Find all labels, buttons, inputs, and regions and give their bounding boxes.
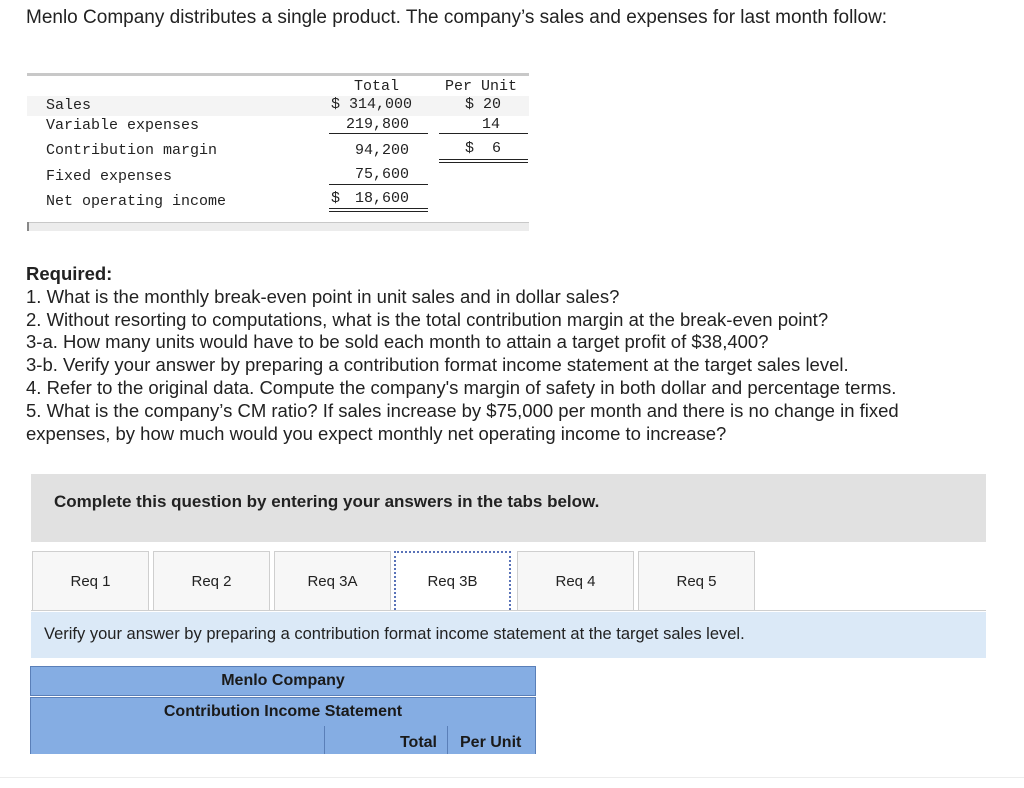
required-item-3b: 3-b. Verify your answer by preparing a contribution format income statement at the target sales level. — [26, 354, 849, 376]
required-item-1: 1. What is the monthly break-even point in unit sales and in dollar sales? — [26, 285, 620, 307]
required-title: Required: — [26, 263, 113, 284]
tab-req-2[interactable]: Req 2 — [153, 551, 270, 610]
contribution-margin-total: 94,200 — [355, 142, 410, 159]
statement-col-total: Total — [324, 726, 448, 754]
col-header-per-unit: Per Unit — [445, 78, 518, 95]
tab-req-4[interactable]: Req 4 — [517, 551, 634, 610]
row-label-variable-expenses: Variable expenses — [46, 117, 200, 134]
required-item-3a: 3-a. How many units would have to be sold each month to attain a target profit of $38,400? — [26, 331, 769, 353]
row-label-fixed-expenses: Fixed expenses — [46, 168, 173, 185]
row-label-net-operating-income: Net operating income — [46, 193, 227, 210]
contribution-margin-per-unit: $ 6 — [465, 140, 502, 157]
sales-total: $ 314,000 — [331, 96, 413, 113]
statement-col-per-unit: Per Unit — [447, 726, 536, 754]
table-bottom-border — [27, 222, 529, 231]
row-label-sales: Sales — [46, 97, 92, 114]
tab-req-5[interactable]: Req 5 — [638, 551, 755, 610]
required-item-2: 2. Without resorting to computations, what is the total contribution margin at the break-even point? — [26, 308, 829, 330]
table-top-border — [27, 73, 529, 76]
req-tab-bar — [31, 550, 986, 612]
statement-title: Contribution Income Statement — [30, 697, 536, 727]
tab-req-1[interactable]: Req 1 — [32, 551, 149, 610]
variable-expenses-total: 219,800 — [346, 116, 410, 133]
tab-req-3a[interactable]: Req 3A — [274, 551, 391, 610]
net-operating-income-total: 18,600 — [355, 190, 410, 207]
statement-company-name: Menlo Company — [30, 666, 536, 696]
instruction-banner — [31, 474, 986, 542]
statement-label-col-header — [30, 726, 325, 754]
required-item-4: 4. Refer to the original data. Compute the company's margin of safety in both dollar and percentage terms. — [26, 376, 897, 398]
original-data-table — [27, 73, 529, 231]
tab-req-3b[interactable]: Req 3B — [394, 551, 511, 610]
problem-intro: Menlo Company distributes a single product. The company’s sales and expenses for last month follow: — [26, 7, 888, 28]
instruction-text: Complete this question by entering your answers in the tabs below. — [54, 492, 600, 511]
variable-expenses-per-unit: 14 — [482, 116, 501, 133]
sales-per-unit: $ 20 — [465, 96, 502, 113]
required-item-5: 5. What is the company’s CM ratio? If sales increase by $75,000 per month and there is no change in fixed — [26, 399, 899, 421]
required-item-5-cont: expenses, by how much would you expect monthly net operating income to increase? — [26, 422, 727, 444]
tab-instruction-panel — [31, 612, 986, 658]
required-section — [26, 263, 1011, 445]
col-header-total: Total — [354, 78, 400, 95]
row-label-contribution-margin: Contribution margin — [46, 142, 218, 159]
tab-instruction-text: Verify your answer by preparing a contribution format income statement at the target sales level. — [44, 625, 745, 643]
net-operating-income-dollar: $ — [331, 190, 341, 207]
fixed-expenses-total: 75,600 — [355, 166, 410, 183]
